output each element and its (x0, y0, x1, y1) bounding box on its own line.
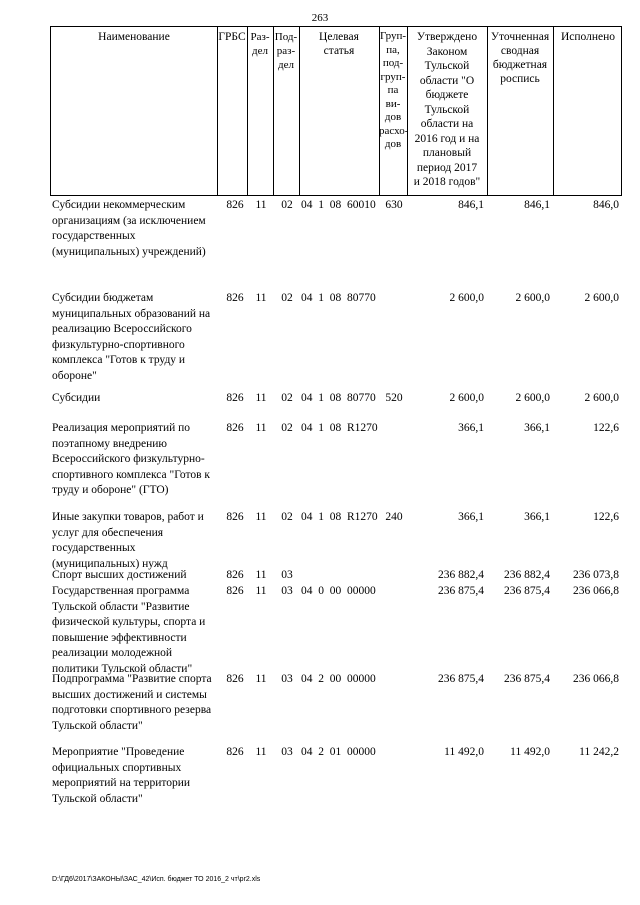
row-executed-amount: 2 600,0 (584, 392, 619, 404)
row-grbs: 826 (226, 292, 244, 304)
table-header (50, 26, 622, 196)
row-target-article: 04 1 08 60010 (301, 199, 376, 211)
row-expense-group: 520 (385, 392, 403, 404)
row-grbs: 826 (226, 585, 244, 597)
row-razdel: 11 (255, 673, 267, 685)
row-approved-amount: 236 882,4 (438, 569, 484, 581)
row-razdel: 11 (255, 392, 267, 404)
row-refined-amount: 236 882,4 (504, 569, 550, 581)
row-executed-amount: 122,6 (593, 511, 619, 523)
footer-file-path: D:\ГД6\2017\ЗАКОНЫ\ЗАС_42\Исп. бюджет ТО 2016_2 чт\pr2.xls (52, 876, 261, 883)
row-podrazdel: 03 (281, 746, 293, 758)
row-razdel: 11 (255, 569, 267, 581)
row-target-article: 04 1 08 80770 (301, 292, 376, 304)
row-name: Спорт высших достижений (52, 569, 187, 581)
row-name: Иные закупки товаров, работ и услуг для обеспечения государственных (муниципальных) нужд (52, 511, 204, 570)
header-grbs: ГРБС (218, 31, 246, 43)
row-refined-amount: 2 600,0 (515, 392, 550, 404)
header-executed: Исполнено (560, 31, 616, 43)
row-name: Подпрограмма "Развитие спорта высших достижений и системы подготовки спортивного резерва Тульской области" (52, 673, 212, 732)
row-razdel: 11 (255, 199, 267, 211)
row-razdel: 11 (255, 422, 267, 434)
row-target-article: 04 1 08 R1270 (301, 422, 378, 434)
row-target-article: 04 1 08 R1270 (301, 511, 378, 523)
row-target-article: 04 1 08 80770 (301, 392, 376, 404)
header-name: Наименование (98, 31, 170, 43)
row-refined-amount: 366,1 (524, 511, 550, 523)
row-refined-amount: 11 492,0 (510, 746, 550, 758)
row-approved-amount: 236 875,4 (438, 585, 484, 597)
header-expense-group: Груп- па, под- груп- па ви- дов расхо- дов (379, 30, 409, 150)
row-executed-amount: 236 066,8 (573, 673, 619, 685)
row-grbs: 826 (226, 392, 244, 404)
column-divider (217, 27, 218, 195)
row-podrazdel: 03 (281, 585, 293, 597)
page-number: 263 (311, 12, 329, 24)
row-executed-amount: 236 066,8 (573, 585, 619, 597)
row-podrazdel: 02 (281, 292, 293, 304)
row-razdel: 11 (255, 746, 267, 758)
row-approved-amount: 236 875,4 (438, 673, 484, 685)
row-executed-amount: 846,0 (593, 199, 619, 211)
row-target-article: 04 0 00 00000 (301, 585, 376, 597)
header-refined: Уточненная сводная бюджетная роспись (490, 31, 550, 85)
row-target-article: 04 2 01 00000 (301, 746, 376, 758)
row-name: Государственная программа Тульской области "Развитие физической культуры, спорта и повышение эффективности реализации молодежной политики Тульской области" (52, 585, 206, 675)
row-podrazdel: 03 (281, 673, 293, 685)
row-approved-amount: 11 492,0 (444, 746, 484, 758)
row-podrazdel: 03 (281, 569, 293, 581)
row-executed-amount: 11 242,2 (579, 746, 619, 758)
column-divider (553, 27, 554, 195)
header-podrazdel: Под- раз- дел (274, 31, 298, 71)
row-target-article: 04 2 00 00000 (301, 673, 376, 685)
row-grbs: 826 (226, 422, 244, 434)
row-name: Субсидии некоммерческим организациям (за исключением государственных (муниципальных) учреждений) (52, 199, 206, 258)
row-approved-amount: 366,1 (458, 422, 484, 434)
row-name: Субсидии бюджетам муниципальных образований на реализацию Всероссийского физкультурно-спортивного комплекса "Готов к труду и обороне" (52, 292, 211, 382)
row-refined-amount: 366,1 (524, 422, 550, 434)
row-razdel: 11 (255, 511, 267, 523)
row-podrazdel: 02 (281, 422, 293, 434)
row-executed-amount: 236 073,8 (573, 569, 619, 581)
header-target-article: Целевая статья (319, 31, 359, 57)
row-razdel: 11 (255, 292, 267, 304)
row-approved-amount: 366,1 (458, 511, 484, 523)
row-name: Мероприятие "Проведение официальных спортивных мероприятий на территории Тульской области" (52, 746, 191, 805)
header-approved: Утверждено Законом Тульской области "О бюджете Тульской области на 2016 год и на плановый период 2017 и 2018 годов" (413, 31, 481, 188)
row-executed-amount: 122,6 (593, 422, 619, 434)
header-razdel: Раз- дел (250, 31, 270, 57)
row-name: Реализация мероприятий по поэтапному внедрению Всероссийского физкультурно-спортивного комплекса "Готов к труду и обороне" (ГТО) (52, 422, 210, 496)
row-approved-amount: 2 600,0 (449, 292, 484, 304)
row-refined-amount: 236 875,4 (504, 673, 550, 685)
row-podrazdel: 02 (281, 511, 293, 523)
row-approved-amount: 2 600,0 (449, 392, 484, 404)
row-refined-amount: 2 600,0 (515, 292, 550, 304)
row-executed-amount: 2 600,0 (584, 292, 619, 304)
row-refined-amount: 236 875,4 (504, 585, 550, 597)
row-podrazdel: 02 (281, 199, 293, 211)
row-refined-amount: 846,1 (524, 199, 550, 211)
row-grbs: 826 (226, 673, 244, 685)
row-grbs: 826 (226, 511, 244, 523)
row-expense-group: 630 (385, 199, 403, 211)
row-grbs: 826 (226, 569, 244, 581)
row-expense-group: 240 (385, 511, 403, 523)
row-podrazdel: 02 (281, 392, 293, 404)
row-name: Субсидии (52, 392, 101, 404)
row-razdel: 11 (255, 585, 267, 597)
row-grbs: 826 (226, 746, 244, 758)
row-approved-amount: 846,1 (458, 199, 484, 211)
row-grbs: 826 (226, 199, 244, 211)
